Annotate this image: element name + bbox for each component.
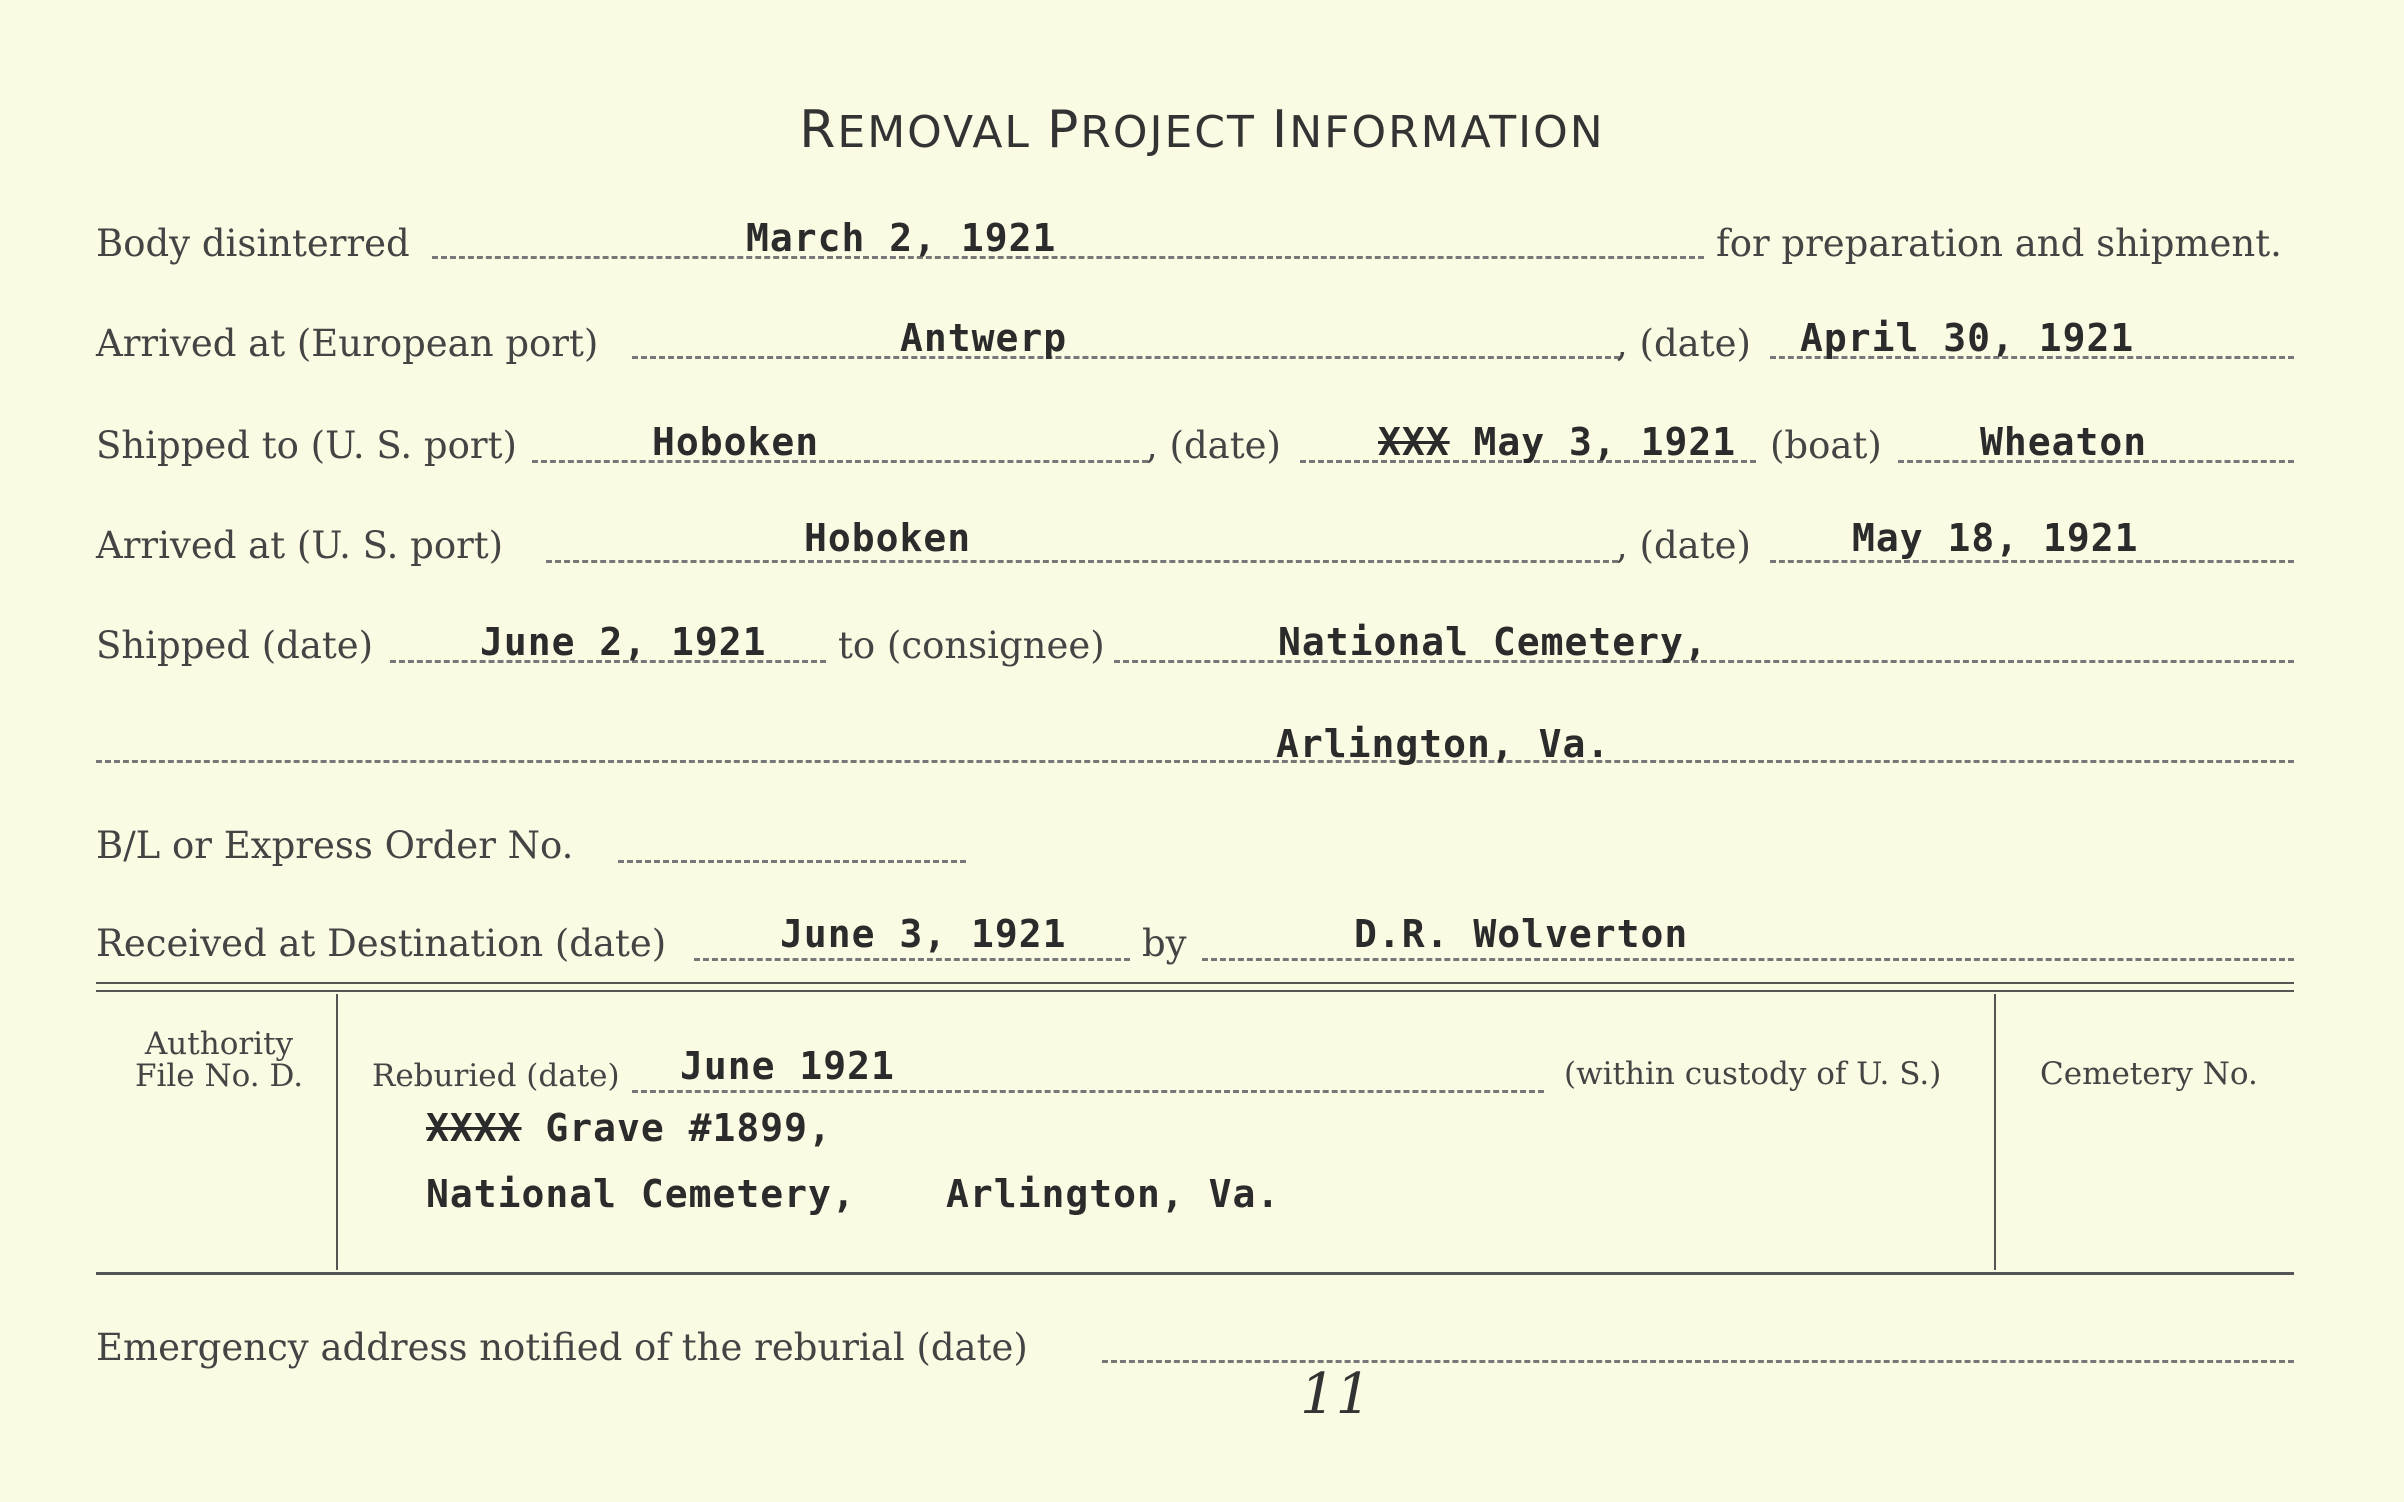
reburial-cemetery: National Cemetery,: [426, 1172, 856, 1216]
disinterred-suffix: for preparation and shipment.: [1716, 222, 2282, 265]
bl-line: [618, 860, 966, 863]
box-bottom-rule: [96, 1272, 2294, 1275]
euro-port-value: Antwerp: [900, 316, 1068, 360]
us-port-value: Hoboken: [804, 516, 972, 560]
received-by: D.R. Wolverton: [1354, 912, 1689, 956]
consignee-line-2: [96, 760, 2294, 763]
consignee-line2: Arlington, Va.: [1276, 722, 1611, 766]
shipped-to-line: [532, 460, 1148, 463]
reburied-line: [632, 1090, 1544, 1093]
shipped-to-date-text: May 3, 1921: [1473, 420, 1737, 464]
consignee-label: to (consignee): [838, 624, 1105, 667]
us-port-date-line: [1770, 560, 2294, 563]
us-port-date-label: , (date): [1616, 524, 1751, 567]
shipped-to-date-label: , (date): [1146, 424, 1281, 467]
cemetery-no-label: Cemetery No.: [2040, 1056, 2258, 1092]
authority-line2: File No. D.: [134, 1058, 304, 1094]
reburied-date: June 1921: [680, 1044, 895, 1088]
grave-line: [426, 1106, 832, 1150]
box-top-rule: [96, 982, 2294, 984]
received-by-label: by: [1142, 922, 1187, 965]
emergency-label: Emergency address notified of the reburial (date): [96, 1326, 1028, 1369]
box-top-rule-2: [96, 990, 2294, 992]
shipped-to-label: Shipped to (U. S. port): [96, 424, 517, 467]
us-port-line: [546, 560, 1618, 563]
boat-name: Wheaton: [1980, 420, 2148, 464]
received-label: Received at Destination (date): [96, 922, 667, 965]
euro-port-date-label: , (date): [1616, 322, 1751, 365]
authority-label: [134, 1028, 304, 1092]
emergency-line: [1102, 1360, 2294, 1363]
bl-label: B/L or Express Order No.: [96, 824, 574, 867]
us-port-date: May 18, 1921: [1852, 516, 2139, 560]
reburied-label: Reburied (date): [372, 1058, 620, 1094]
shipped-date-label: Shipped (date): [96, 624, 374, 667]
custody-label: (within custody of U. S.): [1564, 1056, 1942, 1092]
struck-text: XXX: [1378, 420, 1450, 464]
shipped-to-port: Hoboken: [652, 420, 820, 464]
received-by-line: [1202, 958, 2294, 961]
boat-label: (boat): [1770, 424, 1882, 467]
received-date: June 3, 1921: [780, 912, 1067, 956]
consignee-line1: National Cemetery,: [1278, 620, 1708, 664]
box-divider-left: [336, 994, 338, 1270]
struck-text: XXXX: [426, 1106, 522, 1150]
reburial-location: Arlington, Va.: [946, 1172, 1281, 1216]
box-divider-right: [1994, 994, 1996, 1270]
authority-line1: Authority: [144, 1026, 294, 1062]
us-port-label: Arrived at (U. S. port): [96, 524, 504, 567]
disinterred-date: March 2, 1921: [746, 216, 1057, 260]
disinterred-label: Body disinterred: [96, 222, 410, 265]
page-mark: 11: [1300, 1362, 1372, 1427]
euro-port-date: April 30, 1921: [1800, 316, 2135, 360]
shipped-date: June 2, 1921: [480, 620, 767, 664]
euro-port-label: Arrived at (European port): [96, 322, 599, 365]
grave-number: Grave #1899,: [545, 1106, 832, 1150]
received-date-line: [694, 958, 1130, 961]
disinterred-line: [432, 256, 1704, 259]
shipped-to-date: [1378, 420, 1736, 464]
euro-port-line: [632, 356, 1620, 359]
form-title: REMOVAL PROJECT INFORMATION: [799, 100, 1605, 160]
